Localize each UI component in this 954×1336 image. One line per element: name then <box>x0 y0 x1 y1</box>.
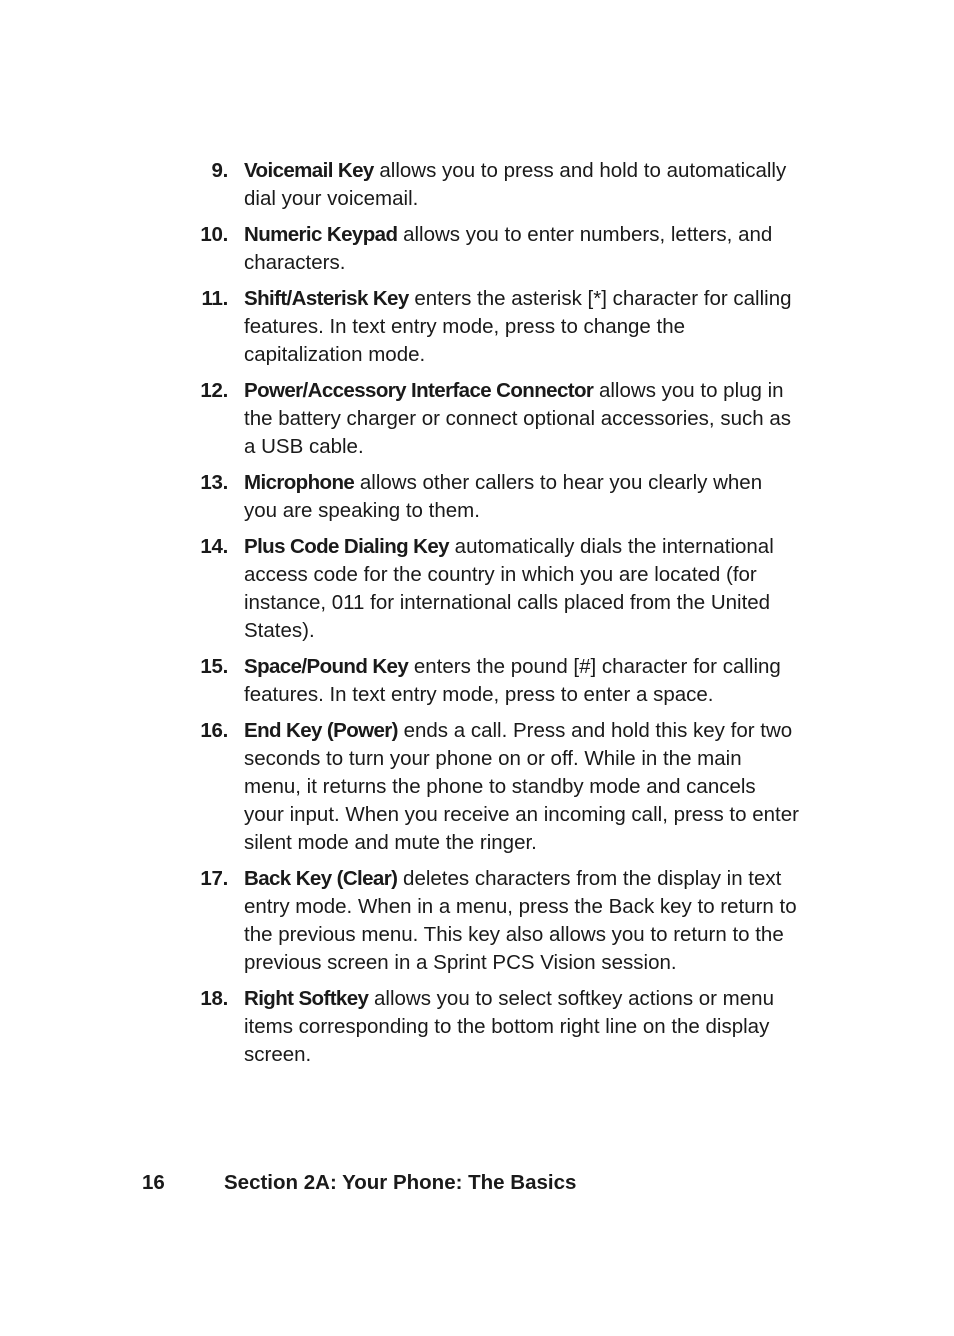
list-item <box>190 653 800 709</box>
item-description: allows you to select softkey actions or menu items corresponding to the bottom right line on the display screen. <box>244 987 774 1066</box>
item-description: enters the asterisk [*] character for calling features. In text entry mode, press to change the capitalization mode. <box>244 287 792 366</box>
item-term: Plus Code Dialing Key <box>244 535 449 558</box>
item-number: 18. <box>200 987 228 1010</box>
item-number: 12. <box>200 379 228 402</box>
item-number: 10. <box>200 223 228 246</box>
item-term: Right Softkey <box>244 987 369 1010</box>
list-item <box>190 377 800 461</box>
item-description: allows you to enter numbers, letters, and characters. <box>244 223 773 274</box>
item-number: 17. <box>200 867 228 890</box>
item-number: 11. <box>201 287 228 310</box>
list-item <box>190 221 800 277</box>
item-description: allows you to press and hold to automatically dial your voicemail. <box>244 159 787 210</box>
list-item <box>190 157 800 213</box>
item-number: 16. <box>200 719 228 742</box>
item-number: 15. <box>200 655 228 678</box>
list-item <box>190 865 800 977</box>
page-number: 16 <box>142 1171 165 1194</box>
item-term: End Key (Power) <box>244 719 398 742</box>
list-item <box>190 533 800 645</box>
item-description: enters the pound [#] character for calling features. In text entry mode, press to enter a space. <box>244 655 781 706</box>
list-item <box>190 717 800 857</box>
page-footer <box>142 1169 576 1197</box>
item-number: 14. <box>200 535 228 558</box>
item-description: ends a call. Press and hold this key for two seconds to turn your phone on or off. While in the main menu, it returns the phone to standby mode and cancels your input. When you receive an incoming call, press to enter silent mode and mute the ringer. <box>244 719 799 854</box>
item-term: Space/Pound Key <box>244 655 409 678</box>
item-description: allows you to plug in the battery charger or connect optional accessories, such as a USB cable. <box>244 379 791 458</box>
item-description: deletes characters from the display in text entry mode. When in a menu, press the Back key to return to the previous menu. This key also allows you to return to the previous screen in a Sprint PCS Vision session. <box>244 867 797 974</box>
item-description: allows other callers to hear you clearly when you are speaking to them. <box>244 471 763 522</box>
item-term: Microphone <box>244 471 355 494</box>
list-item <box>190 469 800 525</box>
item-number: 13. <box>200 471 228 494</box>
item-number: 9. <box>211 159 228 182</box>
list-item <box>190 985 800 1069</box>
item-term: Voicemail Key <box>244 159 374 182</box>
item-term: Back Key (Clear) <box>244 867 398 890</box>
item-term: Power/Accessory Interface Connector <box>244 379 594 402</box>
key-descriptions-list <box>190 157 800 1077</box>
section-title: Section 2A: Your Phone: The Basics <box>224 1171 577 1194</box>
list-item <box>190 285 800 369</box>
item-term: Numeric Keypad <box>244 223 398 246</box>
item-term: Shift/Asterisk Key <box>244 287 409 310</box>
item-description: automatically dials the international access code for the country in which you are located (for instance, 011 for international calls placed from the United States). <box>244 535 774 642</box>
